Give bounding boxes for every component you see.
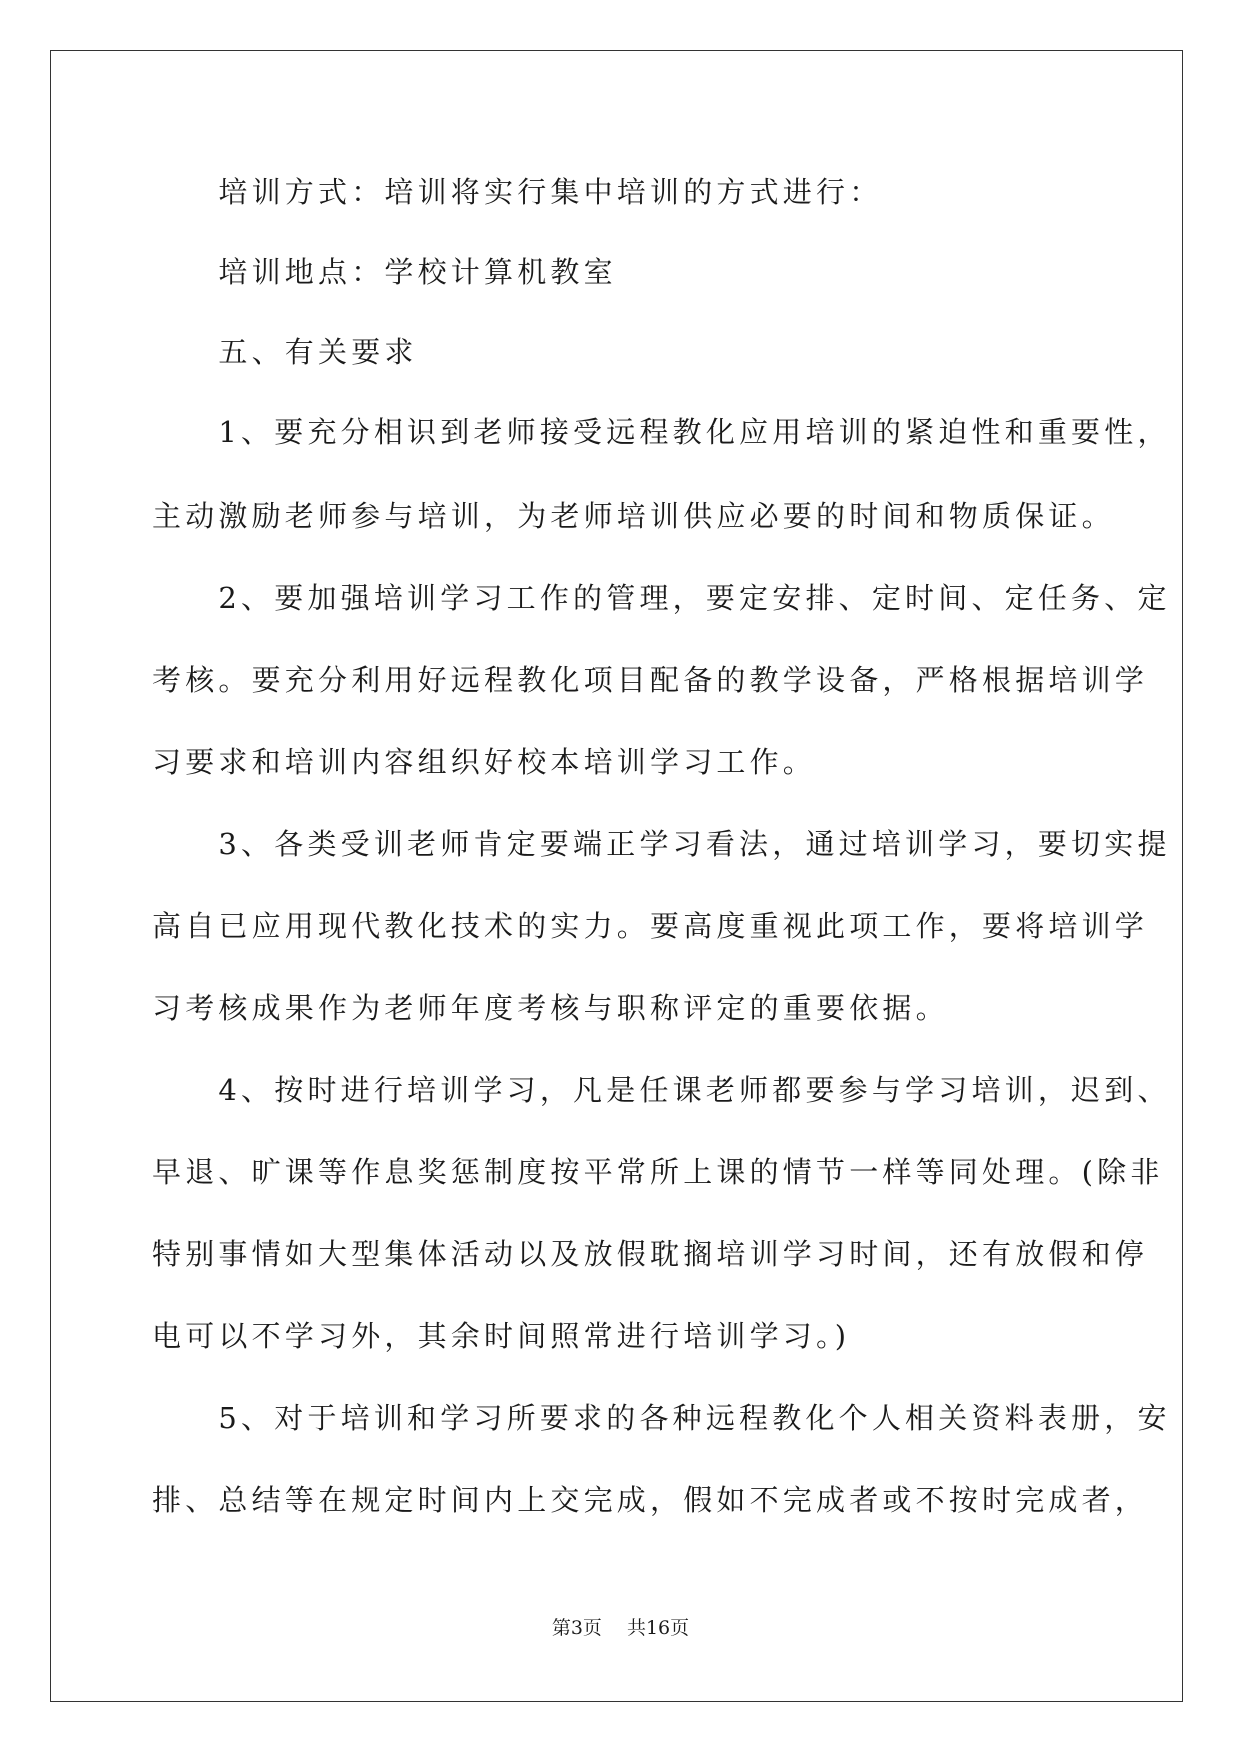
text-line: 培训方式：培训将实行集中培训的方式进行：: [152, 175, 883, 209]
text-line: 1、要充分相识到老师接受远程教化应用培训的紧迫性和重要性，: [152, 415, 1171, 449]
text-line: 高自已应用现代教化技术的实力。要高度重视此项工作，要将培训学: [152, 909, 1149, 943]
text-line: 3、各类受训老师肯定要端正学习看法，通过培训学习，要切实提: [152, 827, 1171, 861]
text-line: 习要求和培训内容组织好校本培训学习工作。: [152, 745, 817, 779]
text-line: 特别事情如大型集体活动以及放假耽搁培训学习时间，还有放假和停: [152, 1237, 1149, 1271]
text-line: 主动激励老师参与培训，为老师培训供应必要的时间和物质保证。: [152, 499, 1115, 533]
page-number-footer: 第3页 共16页: [551, 1617, 690, 1639]
text-line: 排、总结等在规定时间内上交完成，假如不完成者或不按时完成者，: [152, 1483, 1149, 1517]
text-line: 早退、旷课等作息奖惩制度按平常所上课的情节一样等同处理。(除非: [152, 1155, 1164, 1189]
page-frame: [50, 50, 1183, 1702]
text-line: 电可以不学习外，其余时间照常进行培训学习。): [152, 1319, 851, 1353]
text-line: 2、要加强培训学习工作的管理，要定安排、定时间、定任务、定: [152, 581, 1171, 615]
text-line: 培训地点：学校计算机教室: [152, 255, 617, 289]
text-line: 4、按时进行培训学习，凡是任课老师都要参与学习培训，迟到、: [152, 1073, 1171, 1107]
text-line: 5、对于培训和学习所要求的各种远程教化个人相关资料表册，安: [152, 1401, 1171, 1435]
section-heading: 五、有关要求: [152, 335, 418, 369]
text-line: 考核。要充分利用好远程教化项目配备的教学设备，严格根据培训学: [152, 663, 1149, 697]
text-line: 习考核成果作为老师年度考核与职称评定的重要依据。: [152, 991, 949, 1025]
